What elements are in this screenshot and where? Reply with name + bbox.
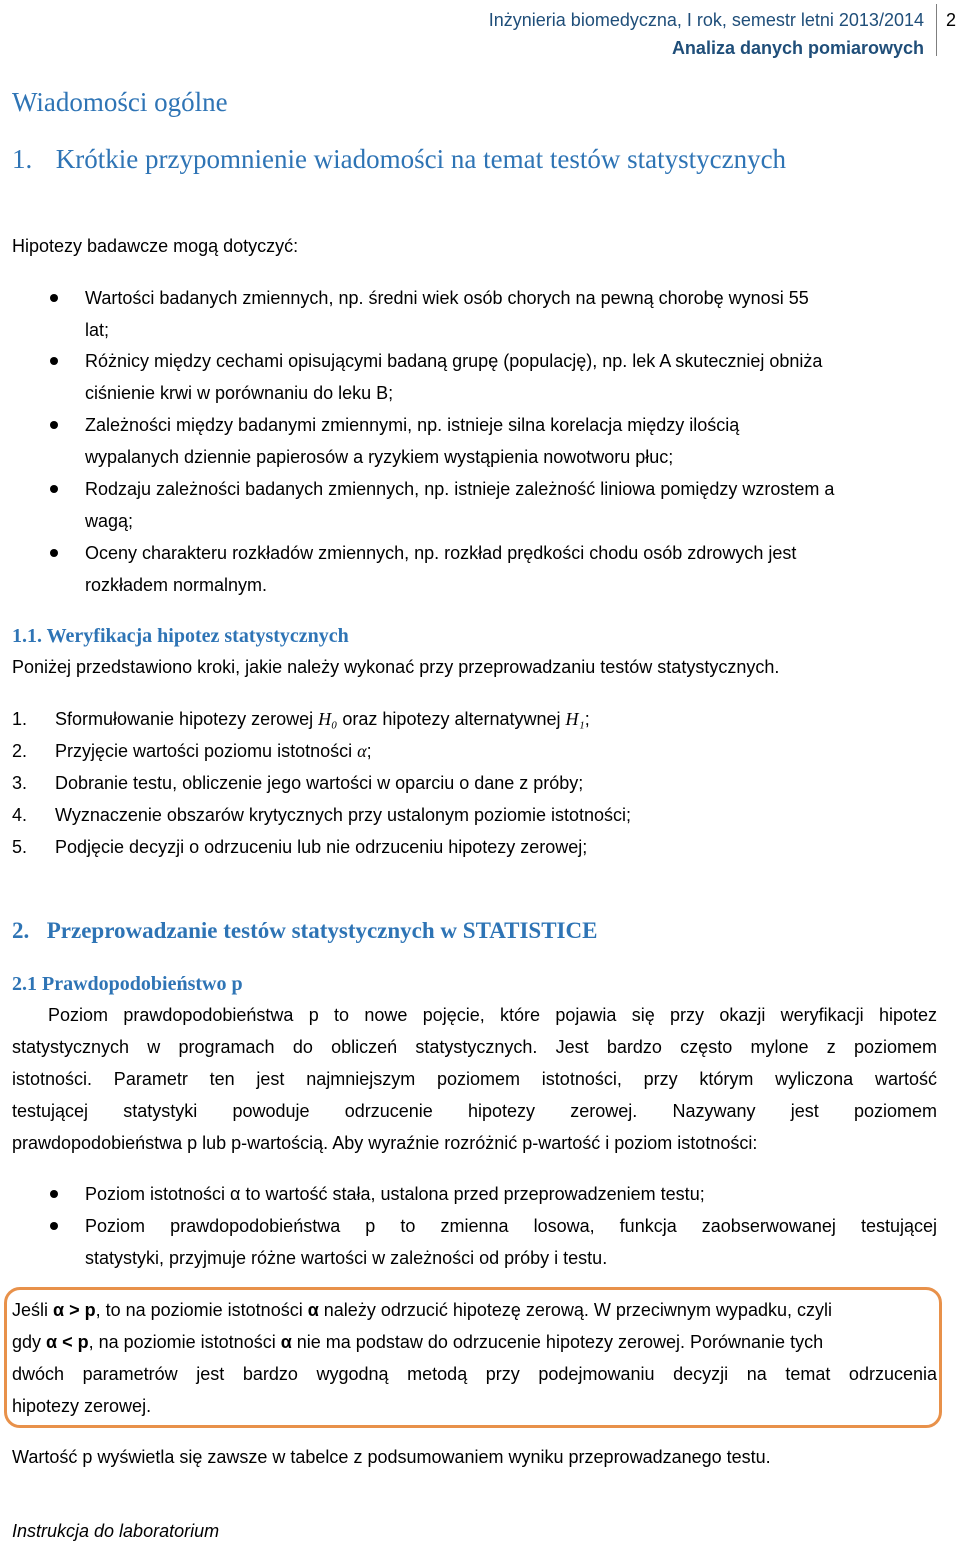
bullet-dot	[50, 549, 58, 557]
list-item: Rodzaju zależności badanych zmiennych, np. istnieje zależność liniowa pomiędzy wzrostem a	[85, 479, 835, 499]
paragraph-line: prawdopodobieństwa p lub p-wartością. Aby wyraźnie rozróżnić p-wartość i poziom istotności:	[12, 1133, 758, 1153]
box-line-1: Jeśli α > p, to na poziomie istotności α należy odrzucić hipotezę zerową. W przeciwnym wypadku, czyli	[12, 1300, 832, 1320]
s1-intro: Hipotezy badawcze mogą dotyczyć:	[12, 236, 299, 256]
box-line-3: dwóch parametrów jest bardzo wygodną metodą przy podejmowaniu decyzji na temat odrzucenia	[12, 1364, 937, 1384]
list-item: Poziom prawdopodobieństwa p to zmienna losowa, funkcja zaobserwowanej testującej	[85, 1216, 937, 1236]
bullet-dot	[50, 485, 58, 493]
list-item-cont: wypalanych dziennie papierosów a ryzykiem wystąpienia nowotworu płuc;	[85, 447, 674, 467]
step-4: 4. Wyznaczenie obszarów krytycznych przy ustalonym poziomie istotności;	[12, 805, 632, 825]
step-5: 5. Podjęcie decyzji o odrzuceniu lub nie odrzuceniu hipotezy zerowej;	[12, 837, 588, 857]
list-item-cont: statystyki, przyjmuje różne wartości w zależności od próby i testu.	[85, 1248, 608, 1268]
list-item-cont: wagą;	[85, 511, 134, 531]
heading-1-1-title: Weryfikacja hipotez statystycznych	[46, 625, 349, 647]
list-item: Poziom istotności α to wartość stała, ustalona przed przeprowadzeniem testu;	[85, 1184, 705, 1204]
step-2: 2. Przyjęcie wartości poziomu istotności α;	[12, 741, 372, 761]
bullet-dot	[50, 357, 58, 365]
list-item-cont: lat;	[85, 320, 110, 340]
paragraph-line: istotności. Parametr ten jest najmniejszym poziomem istotności, przy którym wyliczona wartość	[12, 1069, 937, 1089]
list-item: Zależności między badanymi zmiennymi, np. istnieje silna korelacja między ilością	[85, 415, 740, 435]
paragraph-line: statystycznych w programach do obliczeń statystycznych. Jest bardzo często mylone z poziomem	[12, 1037, 937, 1057]
list-item: Wartości badanych zmiennych, np. średni wiek osób chorych na pewną chorobę wynosi 55	[85, 288, 809, 308]
heading-1	[12, 143, 786, 175]
list-item-cont: rozkładem normalnym.	[85, 575, 268, 595]
bullet-dot	[50, 421, 58, 429]
list-item: Różnicy między cechami opisującymi badaną grupę (populację), np. lek A skuteczniej obniża	[85, 351, 823, 371]
bullet-dot	[50, 1222, 58, 1230]
heading-2	[12, 917, 597, 945]
heading-1-number: 1.	[12, 144, 33, 174]
bullet-dot	[50, 1190, 58, 1198]
paragraph-line: Poziom prawdopodobieństwa p to nowe pojęcie, które pojawia się przy okazji weryfikacji hipotez	[48, 1005, 937, 1025]
box-line-4: hipotezy zerowej.	[12, 1396, 152, 1416]
heading-1-1-number: 1.1.	[12, 625, 42, 647]
step-1: 1. Sformułowanie hipotezy zerowej H₀ oraz hipotezy alternatywnej H₁;	[12, 709, 590, 729]
header-course: Inżynieria biomedyczna, I rok, semestr letni 2013/2014	[488, 10, 924, 30]
list-item-cont: ciśnienie krwi w porównaniu do leku B;	[85, 383, 394, 403]
box-line-2: gdy α < p, na poziomie istotności α nie ma podstaw do odrzucenie hipotezy zerowej. Porównanie tych	[12, 1332, 824, 1352]
header-subject: Analiza danych pomiarowych	[671, 38, 924, 58]
list-item: Oceny charakteru rozkładów zmiennych, np. rozkład prędkości chodu osób zdrowych jest	[85, 543, 797, 563]
step-3: 3. Dobranie testu, obliczenie jego wartości w oparciu o dane z próby;	[12, 773, 584, 793]
bullet-dot	[50, 294, 58, 302]
heading-2-number: 2.	[12, 918, 30, 943]
page-number: 2	[945, 10, 956, 30]
heading-2-title: Przeprowadzanie testów statystycznych w STATISTICE	[46, 918, 598, 943]
heading-2-1: 2.1 Prawdopodobieństwo p	[12, 973, 243, 995]
paragraph-line: testującej statystyki powoduje odrzucenie hipotezy zerowej. Nazywany jest poziomem	[12, 1101, 937, 1121]
section-title: Wiadomości ogólne	[12, 87, 228, 117]
page-footer: Instrukcja do laboratorium	[12, 1521, 220, 1541]
page-header	[489, 6, 924, 62]
heading-1-1	[12, 624, 349, 648]
s11-intro: Poniżej przedstawiono kroki, jakie należy wykonać przy przeprowadzaniu testów statystycznych.	[12, 657, 780, 677]
heading-1-title: Krótkie przypomnienie wiadomości na temat testów statystycznych	[55, 144, 787, 174]
header-divider	[936, 4, 937, 56]
p-value-note: Wartość p wyświetla się zawsze w tabelce z podsumowaniem wyniku przeprowadzanego testu.	[12, 1447, 771, 1467]
